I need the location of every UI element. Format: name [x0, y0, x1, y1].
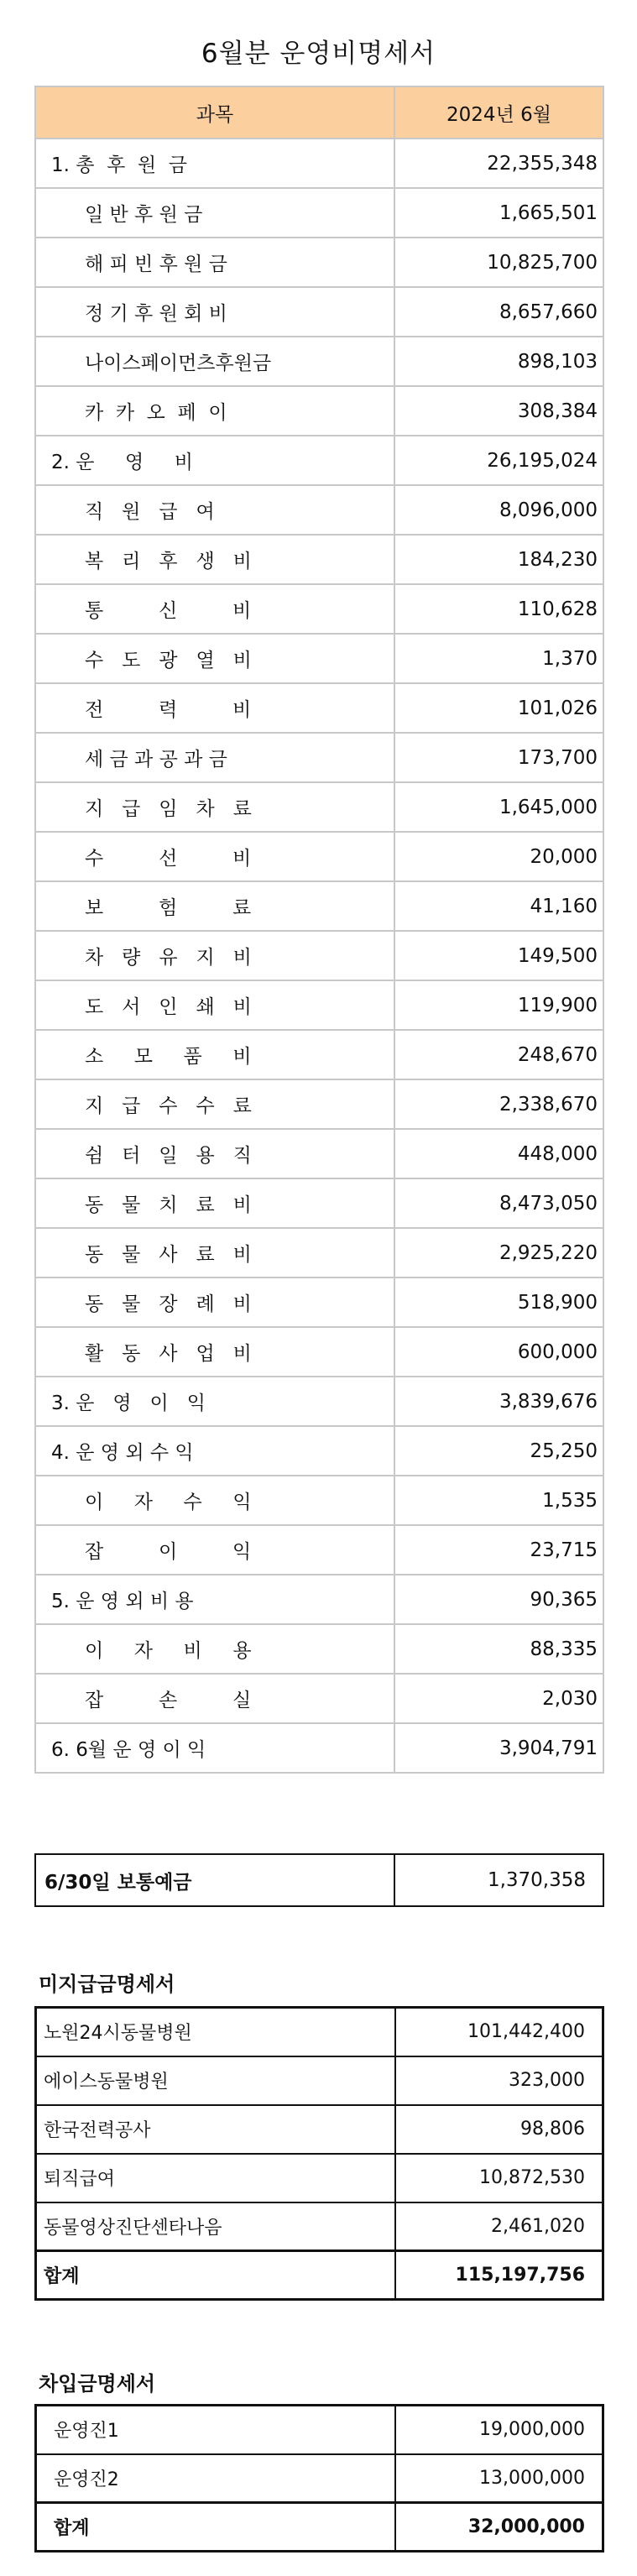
- row-value: 8,657,660: [394, 287, 603, 337]
- row-label: 지 급 임 차 료: [35, 782, 394, 832]
- row-label: 직 원 급 여: [35, 485, 394, 535]
- row-value: 323,000: [395, 2056, 603, 2105]
- row-value: 32,000,000: [395, 2503, 603, 2552]
- table-row: [35, 535, 603, 584]
- row-value: 119,900: [394, 980, 603, 1030]
- row-value: 26,195,024: [394, 436, 603, 485]
- row-value: 1,665,501: [394, 188, 603, 238]
- row-value: 10,872,530: [395, 2154, 603, 2202]
- row-label: 일 반 후 원 금: [35, 188, 394, 238]
- loan-table: [34, 2404, 604, 2552]
- table-row: [35, 1674, 603, 1723]
- row-value: 2,461,020: [395, 2202, 603, 2251]
- row-value: 2,338,670: [394, 1079, 603, 1129]
- row-label: 나이스페이먼츠후원금: [35, 337, 394, 386]
- row-value: 600,000: [394, 1327, 603, 1377]
- row-label: 정 기 후 원 회 비: [35, 287, 394, 337]
- row-label: 에이스동물병원: [36, 2056, 395, 2105]
- row-label: 동 물 사 료 비: [35, 1228, 394, 1278]
- table-row: [35, 1525, 603, 1575]
- loan-body: [36, 2406, 603, 2552]
- operating-expense-table: [34, 86, 604, 1774]
- row-label: 차 량 유 지 비: [35, 931, 394, 980]
- table-row: [36, 2406, 603, 2454]
- row-label: 해 피 빈 후 원 금: [35, 238, 394, 287]
- row-value: 308,384: [394, 386, 603, 436]
- table-row: [35, 1178, 603, 1228]
- row-value: 25,250: [394, 1426, 603, 1476]
- operating-expense-body: [35, 86, 603, 1773]
- row-label: 동 물 치 료 비: [35, 1178, 394, 1228]
- row-label: 통 신 비: [35, 584, 394, 634]
- row-label: 이 자 비 용: [35, 1624, 394, 1674]
- header-account: 과목: [35, 86, 394, 138]
- loan-section-title: 차입금명세서: [39, 2372, 156, 2396]
- row-label: 세 금 과 공 과 금: [35, 733, 394, 782]
- row-label: 수 도 광 열 비: [35, 634, 394, 683]
- row-value: 8,473,050: [394, 1178, 603, 1228]
- table-row: [35, 485, 603, 535]
- table-row: [35, 188, 603, 238]
- row-value: 3,839,676: [394, 1377, 603, 1426]
- row-label: 4. 운 영 외 수 익: [35, 1426, 394, 1476]
- row-label: 노원24시동물병원: [36, 2008, 395, 2056]
- table-row: [35, 980, 603, 1030]
- row-value: 101,442,400: [395, 2008, 603, 2056]
- row-value: 13,000,000: [395, 2454, 603, 2503]
- table-row: [35, 1278, 603, 1327]
- row-label: 잡 손 실: [35, 1674, 394, 1723]
- row-value: 110,628: [394, 584, 603, 634]
- row-label: 도 서 인 쇄 비: [35, 980, 394, 1030]
- row-label: 한국전력공사: [36, 2105, 395, 2154]
- row-label: 쉼 터 일 용 직: [35, 1129, 394, 1178]
- row-value: 2,925,220: [394, 1228, 603, 1278]
- deposit-value: 1,370,358: [394, 1854, 603, 1906]
- row-label: 동 물 장 례 비: [35, 1278, 394, 1327]
- row-value: 8,096,000: [394, 485, 603, 535]
- table-row: [35, 1129, 603, 1178]
- table-row: [35, 1327, 603, 1377]
- row-value: 41,160: [394, 881, 603, 931]
- row-value: 184,230: [394, 535, 603, 584]
- row-value: 149,500: [394, 931, 603, 980]
- row-value: 448,000: [394, 1129, 603, 1178]
- unpaid-body: [36, 2008, 603, 2300]
- row-label: 이 자 수 익: [35, 1476, 394, 1525]
- row-value: 2,030: [394, 1674, 603, 1723]
- row-label: 1. 총 후 원 금: [35, 138, 394, 188]
- table-row: [35, 683, 603, 733]
- table-row: [36, 2202, 603, 2251]
- row-label: 퇴직급여: [36, 2154, 395, 2202]
- row-value: 1,645,000: [394, 782, 603, 832]
- row-label: 운영진2: [36, 2454, 395, 2503]
- row-label: 합계: [36, 2503, 395, 2552]
- row-label: 운영진1: [36, 2406, 395, 2454]
- table-row: [35, 138, 603, 188]
- table-row: [35, 337, 603, 386]
- table-row: [35, 931, 603, 980]
- row-label: 5. 운 영 외 비 용: [35, 1575, 394, 1624]
- table-row: [36, 2008, 603, 2056]
- table-row: [35, 436, 603, 485]
- table-row: [35, 1228, 603, 1278]
- table-row: [35, 1377, 603, 1426]
- row-value: 90,365: [394, 1575, 603, 1624]
- table-row: [35, 881, 603, 931]
- unpaid-table: [34, 2006, 604, 2301]
- unpaid-section-title: 미지급금명세서: [39, 1972, 175, 1996]
- table-row: [35, 238, 603, 287]
- header-period: 2024년 6월: [394, 86, 603, 138]
- row-value: 518,900: [394, 1278, 603, 1327]
- table-row: [35, 832, 603, 881]
- row-value: 98,806: [395, 2105, 603, 2154]
- page-title: 6월분 운영비명세서: [201, 39, 436, 69]
- row-value: 173,700: [394, 733, 603, 782]
- table-row: [36, 2154, 603, 2202]
- row-value: 248,670: [394, 1030, 603, 1079]
- row-label: 2. 운 영 비: [35, 436, 394, 485]
- table-header-row: [35, 86, 603, 138]
- row-label: 6. 6월 운 영 이 익: [35, 1723, 394, 1773]
- total-row: [36, 2251, 603, 2300]
- table-row: [35, 1624, 603, 1674]
- table-row: [35, 584, 603, 634]
- row-value: 19,000,000: [395, 2406, 603, 2454]
- table-row: [35, 287, 603, 337]
- deposit-table: [34, 1853, 604, 1907]
- row-value: 115,197,756: [395, 2251, 603, 2300]
- row-label: 잡 이 익: [35, 1525, 394, 1575]
- row-value: 20,000: [394, 832, 603, 881]
- row-value: 3,904,791: [394, 1723, 603, 1773]
- row-value: 10,825,700: [394, 238, 603, 287]
- row-value: 88,335: [394, 1624, 603, 1674]
- table-row: [35, 1030, 603, 1079]
- table-row: [36, 2105, 603, 2154]
- row-label: 3. 운 영 이 익: [35, 1377, 394, 1426]
- deposit-label: 6/30일 보통예금: [35, 1854, 394, 1906]
- row-value: 1,370: [394, 634, 603, 683]
- table-row: [35, 1426, 603, 1476]
- row-value: 101,026: [394, 683, 603, 733]
- table-row: [35, 386, 603, 436]
- deposit-row: [35, 1854, 603, 1906]
- table-row: [35, 1575, 603, 1624]
- row-label: 소 모 품 비: [35, 1030, 394, 1079]
- row-label: 복 리 후 생 비: [35, 535, 394, 584]
- table-row: [36, 2056, 603, 2105]
- table-row: [35, 1723, 603, 1773]
- table-row: [35, 782, 603, 832]
- row-label: 지 급 수 수 료: [35, 1079, 394, 1129]
- row-value: 23,715: [394, 1525, 603, 1575]
- row-label: 전 력 비: [35, 683, 394, 733]
- table-row: [35, 1079, 603, 1129]
- row-value: 898,103: [394, 337, 603, 386]
- table-row: [35, 733, 603, 782]
- row-label: 수 선 비: [35, 832, 394, 881]
- table-row: [35, 1476, 603, 1525]
- row-label: 동물영상진단센타나음: [36, 2202, 395, 2251]
- total-row: [36, 2503, 603, 2552]
- row-value: 22,355,348: [394, 138, 603, 188]
- row-label: 합계: [36, 2251, 395, 2300]
- table-row: [35, 634, 603, 683]
- table-row: [36, 2454, 603, 2503]
- row-label: 활 동 사 업 비: [35, 1327, 394, 1377]
- row-value: 1,535: [394, 1476, 603, 1525]
- row-label: 보 험 료: [35, 881, 394, 931]
- row-label: 카 카 오 페 이: [35, 386, 394, 436]
